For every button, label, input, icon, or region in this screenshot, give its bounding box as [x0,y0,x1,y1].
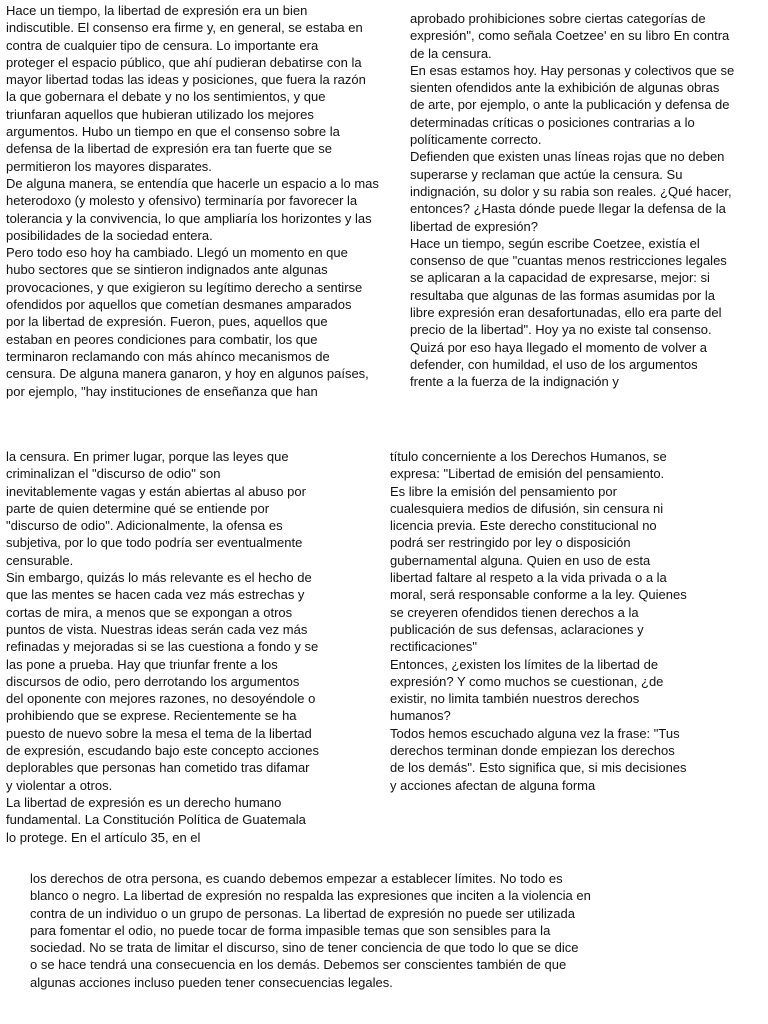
text-line: y acciones afectan de alguna forma [390,777,596,793]
text-line: la que gobernara el debate y no los sentimientos, y que [6,89,326,105]
text-line: moral, será responsable conforme a la ley. Quienes [390,587,687,603]
text-line: sociedad. No se trata de limitar el discurso, sino de tener conciencia de que todo lo que se dice [30,940,579,956]
text-line: argumentos. Hubo un tiempo en que el consenso sobre la [6,124,340,140]
text-line: indignación, su dolor y su rabia son reales. ¿Qué hacer, [410,183,732,199]
text-line: tolerancia y la convivencia, lo que ampliaría los horizontes y las [6,210,372,226]
text-line: heterodoxo (y molesto y ofensivo) terminaría por favorecer la [6,193,358,209]
text-line: criminalizan el "discurso de odio" son [6,466,221,482]
text-line: título concerniente a los Derechos Humanos, se [390,449,667,464]
text-line: blanco o negro. La libertad de expresión no respalda las expresiones que inciten a la violencia en [30,888,591,904]
text-line: cortas de mira, a menos que se expongan a otros [6,604,293,620]
text-column-1 [6,2,379,400]
text-line: "discurso de odio". Adicionalmente, la ofensa es [6,518,283,534]
text-line: y violentar a otros. [6,777,113,793]
text-line: hubo sectores que se sintieron indignados ante algunas [6,262,328,278]
text-line: censura. De alguna manera ganaron, y hoy en algunos países, [6,366,369,382]
text-line: refinadas y mejoradas si se las cuestiona a fondo y se [6,639,319,655]
text-line: libertad faltare al respeto a la vida privada o a la [390,570,667,586]
text-line: de la censura. [410,45,492,61]
text-line: derechos terminan donde empiezan los derechos [390,743,675,759]
text-line: fundamental. La Constitución Política de Guatemala [6,812,306,828]
text-line: puntos de vista. Nuestras ideas serán cada vez más [6,621,308,637]
text-line: de los demás". Esto significa que, si mis decisiones [390,760,687,776]
text-line: defensa de la libertad de expresión era tan fuerte que se [6,141,332,157]
text-line: subjetiva, por lo que todo podría ser eventualmente [6,535,303,551]
text-line: En esas estamos hoy. Hay personas y colectivos que se [410,62,735,78]
text-line: Hace un tiempo, la libertad de expresión era un bien [6,3,308,18]
text-line: Todos hemos escuchado alguna vez la frase: "Tus [390,725,680,741]
text-line: para fomentar el odio, no puede tocar de forma impasible temas que son sensibles para la [30,922,551,938]
text-line: inevitablemente vagas y están abiertas al abuso por [6,483,306,499]
text-line: estaban en peores condiciones para combatir, los que [6,331,318,347]
text-line: deplorables que personas han cometido tras difamar [6,760,310,776]
text-line: expresa: "Libertad de emisión del pensamiento. [390,466,665,482]
text-line: Quizá por eso haya llegado el momento de volver a [410,339,708,355]
text-line: puesto de nuevo sobre la mesa el tema de la libertad [6,725,312,741]
text-line: algunas acciones incluso pueden tener consecuencias legales. [30,974,393,990]
text-line: contra de un individuo o un grupo de personas. La libertad de expresión no puede ser utilizada [30,905,575,921]
text-line: se aplicaran a la capacidad de expresarse, mejor: si [410,270,710,286]
text-line: licencia previa. Este derecho constitucional no [390,518,657,534]
text-line: por la libertad de expresión. Fueron, pues, aquellos que [6,314,328,330]
text-line: terminaron reclamando con más ahínco mecanismos de [6,348,330,364]
text-line: entonces? ¿Hasta dónde puede llegar la defensa de la [410,201,726,217]
text-line: ofendidos por aquellos que cometían desmanes amparados [6,297,352,313]
text-line: parte de quien determine qué se entiende por [6,500,270,516]
text-line: posibilidades de la sociedad entera. [6,227,213,243]
text-line: podrá ser restringido por ley o disposición [390,535,631,551]
text-line: de expresión, escudando bajo este concepto acciones [6,743,319,759]
text-line: políticamente correcto. [410,132,542,148]
text-line: prohibiendo que se exprese. Recientemente se ha [6,708,297,724]
text-line: discursos de odio, pero derrotando los argumentos [6,673,300,689]
text-line: libre expresión eran desafortunadas, ello era parte del [410,305,722,321]
text-line: provocaciones, y que exigieron su legítimo derecho a sentirse [6,279,363,295]
text-line: Sin embargo, quizás lo más relevante es el hecho de [6,570,312,586]
text-line: precio de la libertad". Hoy ya no existe tal consenso. [410,322,712,338]
text-line: los derechos de otra persona, es cuando debemos empezar a establecer límites. No todo es [30,871,563,886]
text-line: rectificaciones" [390,639,477,655]
text-line: Entonces, ¿existen los límites de la libertad de [390,656,659,672]
text-line: contra de cualquier tipo de censura. Lo importante era [6,37,319,53]
text-line: o se hace tendrá una consecuencia en los demás. Debemos ser conscientes también de que [30,957,567,973]
text-line: proteger el espacio público, que ahí pudieran debatirse con la [6,54,362,70]
text-line: sienten ofendidos ante la exhibición de algunas obras [410,80,720,96]
text-column-2 [410,10,734,391]
text-line: defender, con humildad, el uso de los argumentos [410,356,698,372]
text-line: resultaba que algunas de las formas asumidas por la [410,287,715,303]
text-line: De alguna manera, se entendía que hacerle un espacio a lo mas [6,175,379,191]
text-line: Defienden que existen unas líneas rojas que no deben [410,149,725,165]
text-line: Hace un tiempo, según escribe Coetzee, existía el [410,235,700,251]
text-line: se creyeren ofendidos tienen derechos a la [390,604,639,620]
text-line: aprobado prohibiciones sobre ciertas categorías de [410,11,706,26]
text-line: la censura. En primer lugar, porque las leyes que [6,449,289,464]
text-line: La libertad de expresión es un derecho humano [6,794,282,810]
text-line: mayor libertad todas las ideas y posiciones, que fuera la razón [6,72,366,88]
text-line: indiscutible. El consenso era firme y, en general, se estaba en [6,20,363,36]
text-line: censurable. [6,552,74,568]
text-column-3 [6,448,319,846]
text-line: permitieron los mayores disparates. [6,158,212,174]
text-line: publicación de sus defensas, aclaraciones y [390,621,644,637]
text-line: consenso de que "cuantas menos restricciones legales [410,253,727,269]
text-line: determinadas críticas o posiciones contrarias a lo [410,114,695,130]
text-line: lo protege. En el artículo 35, en el [6,829,201,845]
text-line: expresión? Y como muchos se cuestionan, ¿de [390,673,664,689]
text-line: humanos? [390,708,451,724]
text-line: por ejemplo, "hay instituciones de enseñanza que han [6,383,318,399]
text-line: superarse y reclaman que actúe la censura. Su [410,166,683,182]
text-line: expresión", como señala Coetzee' en su libro En contra [410,28,730,44]
text-line: triunfaran aquellos que hubieran utilizado los mejores [6,106,314,122]
text-column-5 [30,870,591,991]
text-line: frente a la fuerza de la indignación y [410,374,619,390]
text-line: cualesquiera medios de difusión, sin censura ni [390,500,664,516]
text-line: del oponente con mejores razones, no desoyéndole o [6,691,316,707]
text-line: Es libre la emisión del pensamiento por [390,483,617,499]
text-column-4 [390,448,687,794]
text-line: existir, no limita también nuestros derechos [390,691,640,707]
text-line: Pero todo eso hoy ha cambiado. Llegó un momento en que [6,245,348,261]
text-line: las pone a prueba. Hay que triunfar frente a los [6,656,278,672]
text-line: de arte, por ejemplo, o ante la publicación y defensa de [410,97,730,113]
text-line: que las mentes se hacen cada vez más estrechas y [6,587,305,603]
text-line: gubernamental alguna. Quien en uso de esta [390,552,651,568]
text-line: libertad de expresión? [410,218,538,234]
